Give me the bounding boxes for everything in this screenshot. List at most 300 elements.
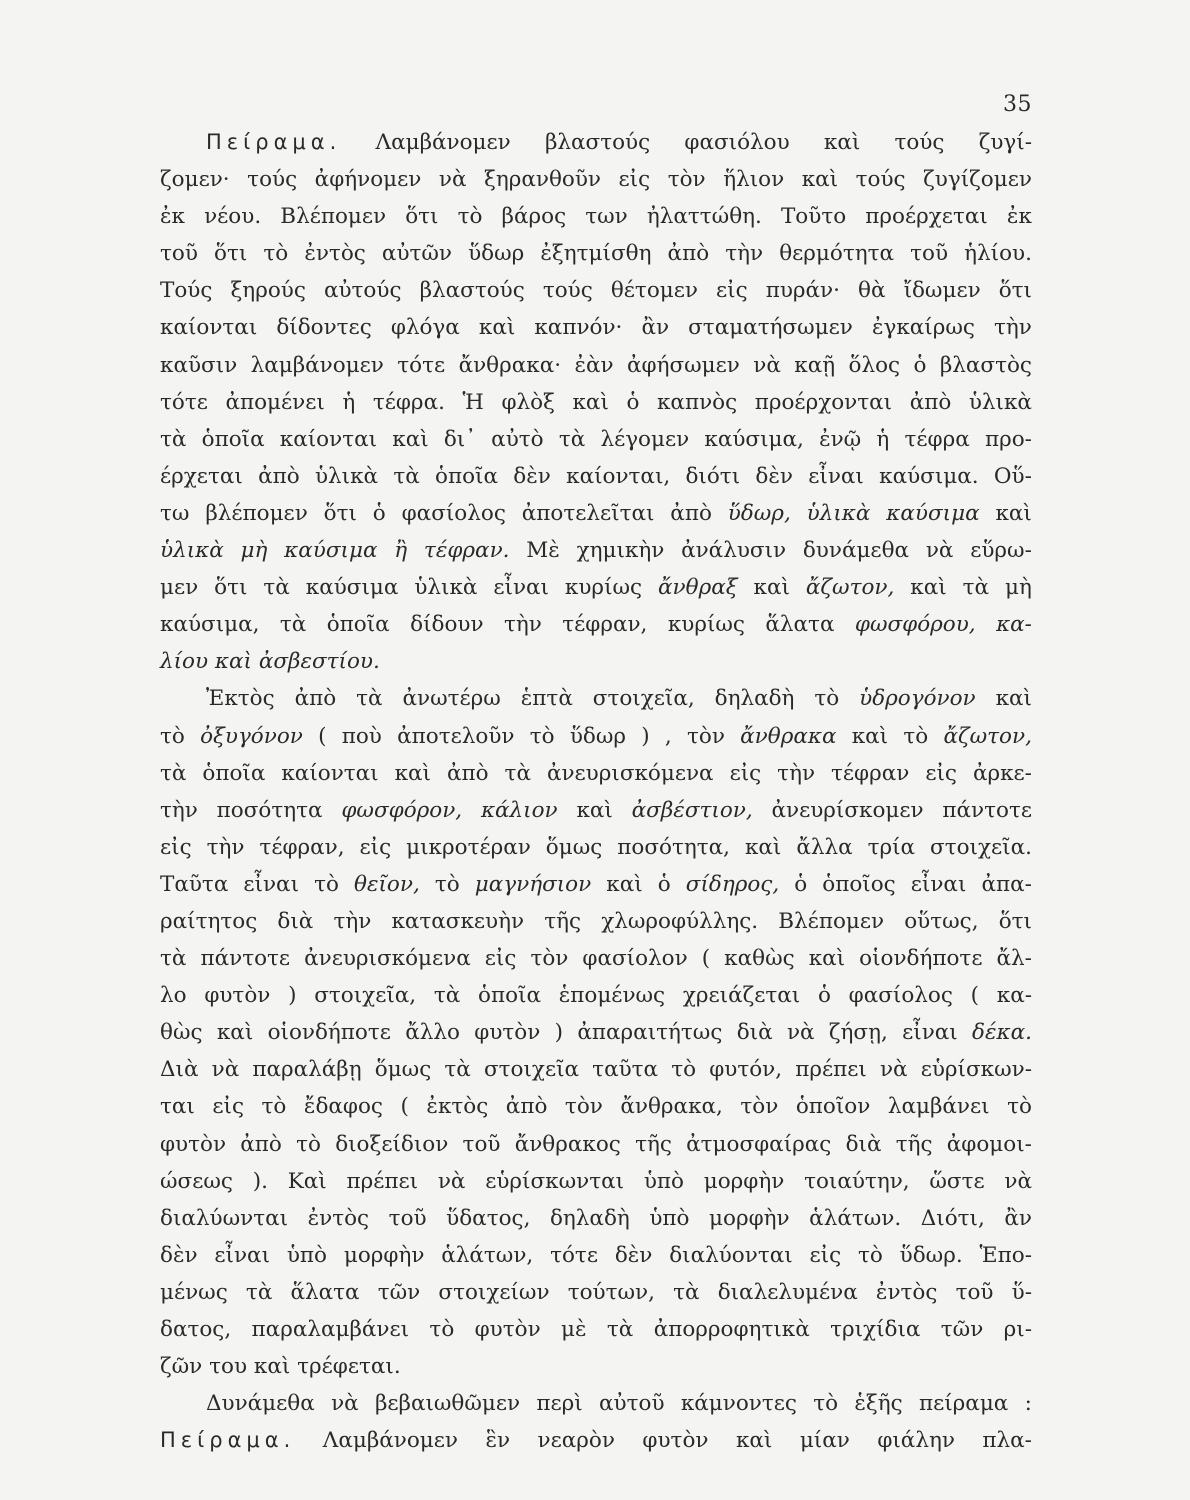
word: τὸ	[529, 723, 555, 749]
text-line	[160, 1200, 1032, 1237]
word: μὲ	[561, 1317, 587, 1342]
word: ζυγί-	[978, 130, 1032, 155]
word: ἡλίου.	[964, 241, 1032, 267]
page-number: 35	[1003, 92, 1032, 117]
word: στοιχεῖα	[483, 1057, 580, 1083]
word: τὰ	[245, 1279, 273, 1305]
word: τῆς	[895, 1131, 933, 1157]
word: καὶ	[753, 575, 790, 601]
word: βλαστούς	[419, 278, 525, 304]
word: φασίολος	[848, 983, 953, 1009]
word: διὰ	[736, 1020, 773, 1046]
word: πρέπει	[795, 1057, 867, 1083]
word: καῇ	[794, 352, 836, 378]
word: ἀφήνομεν	[314, 167, 422, 193]
text-line	[160, 718, 1032, 755]
word: τὰ	[504, 760, 531, 786]
word: τέφραν	[831, 760, 910, 786]
word: ὁποῖα	[326, 612, 390, 638]
word: τῶν	[377, 1279, 421, 1305]
word: καίονται	[281, 760, 379, 786]
word: καὶ	[735, 1428, 773, 1454]
word: ὅμως	[374, 1057, 432, 1083]
word: τὸ	[814, 686, 840, 712]
word: ὁποῖα	[202, 760, 266, 786]
text-line	[160, 421, 1032, 458]
word: ἀνευρισκόμενα	[304, 946, 471, 972]
word: τῶν	[940, 1317, 984, 1342]
word: λαμβάνομεν	[250, 352, 384, 378]
word: τὸν	[686, 723, 725, 749]
word: τὸ	[296, 1131, 321, 1157]
word: ἐντὸς	[875, 1279, 938, 1305]
text-line	[160, 1126, 1032, 1163]
text-line	[160, 940, 1032, 977]
word: ὕδωρ	[468, 241, 525, 267]
word: τὴν	[777, 760, 816, 786]
word: ὑλικὰ	[414, 575, 478, 601]
word: (	[970, 983, 980, 1009]
word: φυτὸν	[474, 1317, 541, 1342]
word: καὶ	[576, 797, 613, 823]
word: Οὕ-	[993, 463, 1032, 489]
word: Τοῦτο	[780, 204, 847, 230]
word: ὑλικὰ	[806, 500, 871, 526]
word: Διότι,	[920, 1205, 985, 1231]
word: Λαμβάνομεν	[375, 130, 511, 155]
word: ἀπα-	[981, 871, 1032, 897]
word: ρι-	[1003, 1317, 1032, 1342]
word: καίονται	[160, 315, 258, 341]
word: τὰ	[279, 612, 307, 638]
word: τούτων,	[567, 1279, 655, 1305]
word: ἂν	[641, 315, 670, 341]
word: τούς	[894, 130, 945, 155]
word: νὰ	[438, 167, 467, 193]
word: των	[585, 204, 628, 230]
word: καὶ	[394, 760, 431, 786]
word: ἐνῷ	[819, 426, 862, 452]
word: τὴν	[160, 797, 198, 823]
word: καύσιμα,	[160, 612, 260, 638]
word: Ἑπο-	[979, 1242, 1032, 1268]
text-line	[160, 495, 1032, 532]
word: ἄνθραξ	[658, 575, 738, 601]
word: ).	[252, 1168, 268, 1194]
word: πυράν·	[765, 278, 840, 304]
word: τὰ	[558, 426, 586, 452]
word: ἄλλο	[405, 1020, 460, 1046]
word: ἀπὸ	[909, 389, 952, 415]
word: καπνόν·	[534, 315, 623, 341]
word: οὕτως,	[904, 908, 979, 934]
word: καύσιμα.	[879, 463, 979, 489]
text-line	[160, 532, 1032, 569]
word: τούς	[855, 167, 906, 193]
word: ὅτι	[214, 241, 248, 267]
word: προέρχεται	[865, 204, 988, 230]
word: τέφραν,	[562, 612, 648, 638]
word: (	[701, 946, 711, 972]
word: ὑλικὰ	[968, 389, 1032, 415]
word: φυτὸν	[474, 1020, 541, 1046]
text-line	[160, 198, 1032, 235]
word: καὶ	[808, 946, 846, 972]
word: διαλελυμένα	[717, 1279, 858, 1305]
word: ὅτι	[214, 575, 248, 601]
word: πρέπει	[346, 1168, 419, 1194]
word: δὲν	[614, 1242, 653, 1268]
text-line	[160, 866, 1032, 903]
word: ἀποτελεῖται	[521, 500, 655, 526]
word: τὰ	[393, 463, 420, 489]
word: ὕδωρ,	[727, 500, 791, 526]
text-line	[160, 272, 1032, 309]
text-line	[160, 903, 1032, 940]
word: φιάλην	[877, 1428, 955, 1454]
word: εἰς	[716, 278, 748, 304]
word: φασίολον	[582, 946, 688, 972]
word: τὸ	[429, 1317, 455, 1342]
word: ἁλάτων,	[441, 1242, 534, 1268]
word: διότι	[685, 463, 741, 489]
text-line	[160, 124, 1032, 161]
word: ὕ-	[1011, 1279, 1032, 1305]
word: ἓν	[485, 1428, 511, 1454]
word: ἀνευρισκόμενα	[546, 760, 714, 786]
word: εἶναι	[493, 575, 549, 601]
word: κα-	[996, 612, 1032, 638]
word: καὶ	[606, 871, 643, 897]
text-line	[160, 309, 1032, 346]
word: ἠλαττώθη.	[646, 204, 762, 230]
word: ἡ	[342, 389, 356, 415]
word: ὁποῖα	[201, 426, 265, 452]
word: ἑπτὰ	[520, 686, 573, 712]
word: θερμότητα	[779, 241, 895, 267]
text-line	[160, 1237, 1032, 1274]
word: πάντοτε	[942, 797, 1032, 823]
word: ὅτι	[998, 278, 1032, 304]
word: τὸ	[1007, 1094, 1032, 1120]
word: ὕδατος,	[446, 1205, 531, 1231]
word: βλαστούς	[544, 130, 651, 155]
word: ὑλικὰ	[160, 538, 224, 564]
text-line	[160, 643, 1032, 680]
word: ἐκτὸς	[426, 1094, 489, 1120]
word: ἀτμοσφαίρας	[686, 1131, 832, 1157]
word: κατασκευὴν	[391, 908, 525, 934]
word: στοιχεῖα,	[314, 983, 417, 1009]
word: δηλαδὴ	[714, 686, 795, 712]
word: ἀπομένει	[225, 389, 325, 415]
text-line	[160, 384, 1032, 421]
word: ἀπαραιτήτως	[577, 1020, 723, 1046]
word: καὶ	[214, 649, 252, 675]
text-line	[160, 829, 1032, 866]
word: λαμβάνει	[887, 1094, 990, 1120]
word: τὸ	[314, 871, 339, 897]
word: ποσότητα,	[617, 834, 730, 860]
word: καθὼς	[724, 946, 795, 972]
word: προ-	[984, 426, 1032, 452]
word: νὰ	[331, 1391, 359, 1417]
word: ἁλάτων.	[809, 1205, 902, 1231]
word: Βλέπομεν	[778, 908, 885, 934]
word: νὰ	[211, 1057, 240, 1083]
word: φασίολος	[401, 500, 506, 526]
word: ὑπὸ	[643, 1168, 684, 1194]
text-line	[160, 161, 1032, 198]
word: ἀπὸ	[258, 463, 300, 489]
word: τὴν	[725, 241, 764, 267]
word: ζήσῃ,	[828, 1020, 888, 1046]
word: ὅτι	[405, 204, 439, 230]
word: τέφραν,	[259, 834, 345, 860]
word: ἑπομένως	[558, 983, 666, 1009]
word: εἰς	[618, 167, 651, 193]
word: τότε	[160, 389, 208, 415]
word: τοῦ	[160, 241, 198, 267]
word: θεῖον,	[354, 871, 420, 897]
word: ὅτι	[323, 500, 357, 526]
word: ὁ	[657, 871, 671, 897]
word: δι᾽	[443, 426, 476, 452]
text-line	[160, 606, 1032, 643]
word: νὰ	[753, 352, 781, 378]
word: καὶ	[392, 426, 429, 452]
word: στοιχεῖα,	[592, 686, 695, 712]
text-line	[160, 1163, 1032, 1200]
body-text	[160, 124, 1032, 1459]
word: ἀπὸ	[446, 760, 489, 786]
word: τὰ	[160, 946, 187, 972]
word: καῦσιν	[160, 352, 238, 378]
word: τὸ	[857, 1242, 883, 1268]
word: ἀνάλυσιν	[681, 538, 787, 564]
word: ὑπὸ	[649, 1205, 690, 1231]
word: χρειάζεται	[682, 983, 801, 1009]
word: διοξείδιον	[335, 1131, 449, 1157]
word: χλωροφύλλης.	[601, 908, 759, 934]
word: τρία	[867, 834, 916, 860]
word: καύσιμα	[284, 538, 378, 564]
word: ζῶν	[160, 1354, 203, 1380]
word: φυτὸν	[160, 1131, 227, 1157]
word: ἐξητμίσθη	[540, 241, 652, 267]
word: δυνάμεθα	[802, 538, 910, 564]
word: ὑλικὰ	[314, 463, 379, 489]
word: Ἐκτὸς	[206, 686, 275, 712]
word: θέτομεν	[610, 278, 698, 304]
word: τῆς	[544, 908, 582, 934]
word: δὲν	[755, 463, 793, 489]
word: Τούς	[160, 278, 213, 304]
word: ταῦτα	[592, 1057, 659, 1083]
word: ἅλατα	[765, 612, 835, 638]
word: ἐκ	[160, 204, 185, 230]
word: ὁποῖα	[478, 983, 541, 1009]
word: ἄνθρακα	[740, 723, 837, 749]
word: καὶ	[995, 500, 1032, 526]
word: ,	[664, 723, 672, 749]
word: τὰ	[962, 575, 990, 601]
word: αὐτὸ	[491, 426, 544, 452]
word: φυτὸν	[204, 983, 271, 1009]
word: τοῦ	[462, 1131, 501, 1157]
word: καὶ	[572, 389, 609, 415]
word: εἶναι	[808, 463, 864, 489]
word: δέκα.	[972, 1020, 1032, 1046]
word: ἀποτελοῦν	[397, 723, 515, 749]
word: τριχίδια	[830, 1317, 921, 1342]
word: νὰ	[925, 538, 954, 564]
word: λίου	[160, 649, 209, 675]
word: (	[318, 723, 327, 749]
word: )	[288, 983, 297, 1009]
word: ἀπὸ	[294, 686, 337, 712]
word: ἄλλα	[796, 834, 853, 860]
word: τὸ	[261, 1094, 287, 1120]
word: Λαμβάνομεν	[322, 1428, 458, 1454]
word: έρχεται	[160, 463, 243, 489]
word: ἀφήσωμεν	[627, 352, 740, 378]
word: ώσεως	[160, 1168, 233, 1194]
text-line	[160, 1274, 1032, 1311]
word: ἴδωμεν	[903, 278, 981, 304]
word: τούς	[247, 167, 298, 193]
word: περὶ	[536, 1391, 583, 1417]
word: καὶ	[995, 686, 1032, 712]
word: δὲν	[513, 463, 551, 489]
word: εἰς	[729, 760, 762, 786]
word: ποσότητα	[216, 797, 323, 823]
word: νέου.	[204, 204, 262, 230]
word: τὸ	[457, 204, 483, 230]
word: καπνὸς	[656, 389, 738, 415]
word: φυτόν,	[709, 1057, 783, 1083]
word: τὰ	[444, 1057, 471, 1083]
word: ζυγίζομεν	[923, 167, 1032, 193]
word: ἄλ-	[996, 946, 1032, 972]
text-line	[160, 1088, 1032, 1125]
word: τὸ	[434, 871, 460, 897]
word: ἡ	[876, 426, 890, 452]
word: ὁ	[626, 389, 640, 415]
word: ζομεν·	[160, 167, 230, 193]
word: ἢ	[394, 538, 408, 564]
word: τὸ	[263, 241, 289, 267]
text-line	[160, 458, 1032, 495]
word: πλα-	[982, 1428, 1032, 1454]
word: ὁ	[913, 352, 927, 378]
text-line	[160, 1311, 1032, 1348]
word: καίονται	[279, 426, 378, 452]
word: εὑρίσκων-	[920, 1057, 1032, 1083]
word: καὶ	[744, 834, 782, 860]
text-line	[160, 347, 1032, 384]
word: καὶ	[478, 315, 516, 341]
word: ἀπορροφητικὰ	[653, 1317, 810, 1342]
word: δατος,	[160, 1317, 232, 1342]
word: μορφὴν	[709, 1205, 790, 1231]
word: καὶ	[910, 575, 947, 601]
word: τέφρα	[904, 426, 970, 452]
word: ξηρανθοῦν	[484, 167, 601, 193]
word: τοῦ	[910, 241, 949, 267]
word: λέγομεν	[600, 426, 690, 452]
word: ὁποῖος	[822, 871, 896, 897]
word: μίαν	[799, 1428, 850, 1454]
word: στοιχεῖα.	[930, 834, 1032, 860]
word: τοῦ	[955, 1279, 994, 1305]
word: νὰ	[1004, 1168, 1032, 1194]
word: ὅλος	[848, 352, 901, 378]
word: τὰ	[433, 983, 461, 1009]
word: ἀπὸ	[240, 1131, 282, 1157]
word: κάλιον	[480, 797, 558, 823]
word: διὰ	[277, 908, 314, 934]
word: ὕδωρ.	[899, 1242, 963, 1268]
word: αὐτῶν	[381, 241, 453, 267]
word: Καὶ	[287, 1168, 327, 1194]
word: μορφὴν	[343, 1242, 425, 1268]
word: παραλάβῃ	[252, 1057, 362, 1083]
word: τὸν	[740, 1094, 779, 1120]
word: ραίτητος	[160, 908, 258, 934]
word: ἀσβέστιον,	[631, 797, 753, 823]
word: διαλύονται	[669, 1242, 793, 1268]
word: ξηρούς	[230, 278, 306, 304]
word: δίδουν	[410, 612, 484, 638]
word: οἱονδήποτε	[267, 1020, 391, 1046]
text-line	[160, 1422, 1032, 1459]
word: τὸ	[160, 723, 185, 749]
word: τὰ	[673, 1279, 700, 1305]
word: κάμνοντες	[680, 1391, 797, 1417]
word: ὑδρογόνον	[859, 686, 976, 712]
word: τρέφεται.	[297, 1354, 401, 1380]
word: ἀφομοι-	[946, 1131, 1032, 1157]
word: καύσιμα	[305, 575, 399, 601]
word: στοιχείων	[438, 1279, 550, 1305]
word: Ἡ	[462, 389, 484, 415]
text-line	[160, 977, 1032, 1014]
word: εἶναι	[902, 1020, 958, 1046]
word: τὴν	[994, 315, 1032, 341]
word: τῆς	[635, 1131, 672, 1157]
word: καὶ	[253, 1354, 291, 1380]
word: μεν	[160, 575, 199, 601]
word: ἀπὸ	[505, 1094, 548, 1120]
word: δὲν	[160, 1242, 198, 1268]
word: εἶναι	[214, 1242, 270, 1268]
word: ἔδαφος	[303, 1094, 383, 1120]
word: ἀσβεστίου.	[258, 649, 380, 675]
word: Βλέπομεν	[280, 204, 387, 230]
word: τέφραν.	[423, 538, 510, 564]
word: ἐντὸς	[307, 1205, 370, 1231]
word: νὰ	[437, 1168, 466, 1194]
word: διὰ	[845, 1131, 882, 1157]
word: μὴ	[240, 538, 268, 564]
word: φωσφόρον,	[341, 797, 463, 823]
word: (	[400, 1094, 409, 1120]
word: ἐντὸς	[304, 241, 366, 267]
word: ἄνθρακος	[514, 1131, 621, 1157]
word: τὸ	[813, 1391, 839, 1417]
word: ἥλιον	[723, 167, 785, 193]
